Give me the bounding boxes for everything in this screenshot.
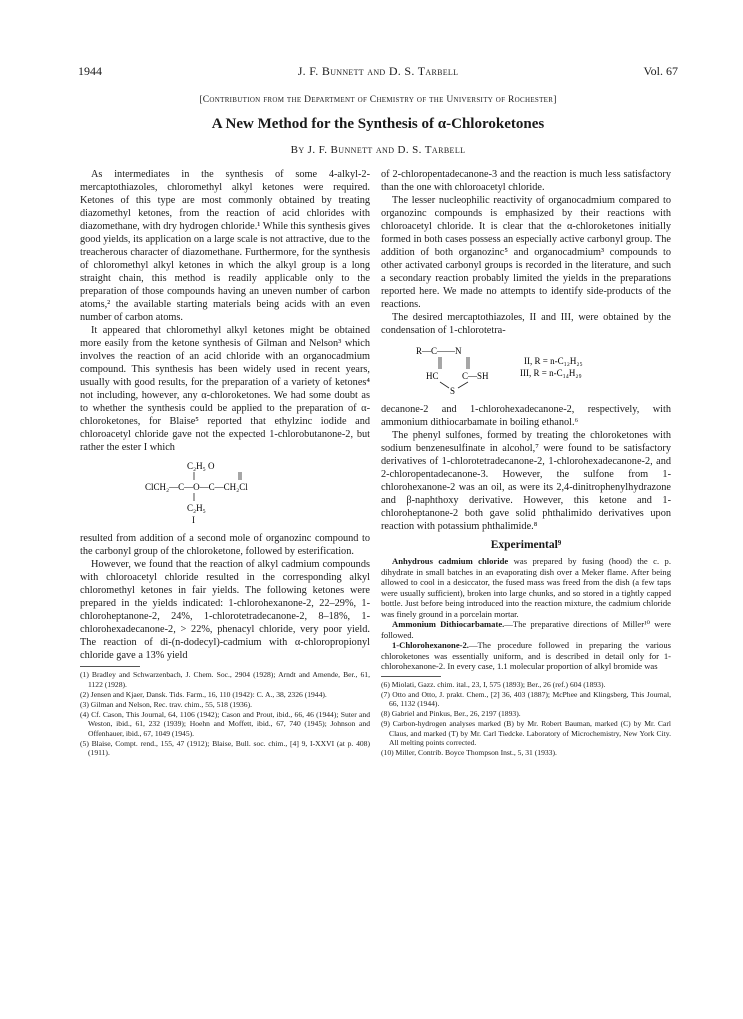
paragraph: As intermediates in the synthesis of some 4-alkyl-2-mercaptothiazoles, chloromethyl alkyl ketones were required. Ketones of this type are most commonly obtained by treating diazomethyl ketones, from the reaction of acid chlorides with diazomethane, with dry hydrogen chloride.¹ While this synthesis gives good yields, its application on a large scale is not attractive, due to the treacherous character of diazomethane. Furthermore, for the synthesis of chloromethyl alkyl ketones in which the alkyl group is a long straight chain, this method is readily applicable only to the preparation of those compounds having an uneven number of carbon atoms,² the available starting materials being acids with an even number of carbon atoms.: [80, 169, 371, 323]
bond-line: [458, 382, 468, 388]
page-header: [78, 64, 678, 82]
left-column: [80, 168, 370, 758]
byline: By J. F. Bunnett and D. S. Tarbell: [290, 144, 466, 156]
footnote: (8) Gabriel and Pinkus, Ber., 26, 2197 (1893).: [381, 709, 521, 718]
paragraph-text: —The preparative directions of Miller¹⁰ were followed.: [381, 619, 671, 640]
paragraph: The desired mercaptothiazoles, II and III, were obtained by the condensation of 1-chlorotetra-: [381, 312, 671, 336]
ring-top: R—C——N: [416, 346, 462, 356]
ring-sulfur: S: [450, 386, 456, 396]
structure-II-III: [381, 342, 671, 400]
paragraph-text: —The procedure followed in preparing the various chloroketones was essentially uniform, and is described in detail only for 1-chlorohexanone-2. In every case, 1.1 molecular proportion of alkyl bromide was: [381, 640, 671, 671]
footnote: (1) Bradley and Schwarzenbach, J. Chem. Soc., 2904 (1928); Arndt and Amende, Ber., 61, 1122 (1928).: [80, 670, 370, 689]
footnote: (6) Miolati, Gazz. chim. ital., 23, I, 575 (1893); Ber., 26 (ref.) 604 (1893).: [381, 679, 606, 689]
volume-label: Vol. 67: [643, 64, 678, 78]
ring-right: C—SH: [462, 371, 489, 381]
footnote: (9) Carbon-hydrogen analyses marked (B) by Mr. Robert Bauman, marked (C) by Mr. Carl Claus, and marked (T) by Mr. Carl Tiedcke. Laboratory of Microchemistry, New York City. All melting points corrected.: [381, 719, 671, 747]
footnote: (2) Jensen and Kjaer, Dansk. Tids. Farm., 16, 110 (1942): C. A., 38, 2326 (1944).: [80, 689, 327, 699]
run-in-head: Anhydrous cadmium chloride: [392, 556, 509, 566]
structure-I: [80, 459, 370, 529]
paragraph: resulted from addition of a second mole of organozinc compound to the carbonyl group of the chloroketone, followed by esterification.: [80, 533, 370, 557]
footnote: (10) Miller, Contrib. Boyce Thompson Inst., 5, 31 (1933).: [381, 748, 557, 757]
footnote-rule: [80, 666, 140, 667]
footnote-rule: [381, 676, 441, 677]
running-head: J. F. Bunnett and D. S. Tarbell: [297, 64, 459, 78]
formula-label: I: [192, 515, 195, 525]
label-II: II, R = n-C₁₂H₂₅: [524, 356, 583, 366]
formula-main: ClCH₂—C—O—C—CH₂Cl: [145, 482, 248, 492]
paragraph: The lesser nucleophilic reactivity of organocadmium compared to organozinc compounds is emphasized by their reactions with chloroacetyl chloride. It is clear that the α-chloroketones initially formed in both cases possess an especially active carbonyl group. The addition of both organozinc⁵ and organocadmium³ compounds to other activated carbonyl groups is recorded in the literature, and such a secondary reaction probably limited the yields in the preparations reported here. We made no attempts to identify side-products of the reactions.: [381, 195, 671, 310]
thiazole-structure-diagram: [396, 342, 656, 396]
footnote: (5) Blaise, Compt. rend., 155, 47 (1912); Blaise, Bull. soc. chim., [4] 9, I-XXVI (at p. 408) (1911).: [80, 738, 370, 757]
contribution-line: [Contribution from the Department of Chemistry of the University of Rochester]: [199, 95, 557, 105]
paragraph-text: was prepared by fusing (hood) the c. p. dihydrate in small batches in an evaporating dish over a Meker flame. After being allowed to cool in a desiccator, the fused mass was freed from the dish (a few taps were usually sufficient), broken into large chunks, and so stored in a tightly capped bottle. Just before being introduced into the reaction mixture, the cadmium chloride was finely ground in a porcelain mortar.: [381, 556, 671, 619]
paragraph: The phenyl sulfones, formed by treating the chloroketones with sodium benzenesulfinate in alcohol,⁷ were found to be satisfactory derivatives of 1-chlorotetradecanone-2, 1-chlorohexadecanone-2, and 2-chloropentadecanone-3. However, the sulfone from 1-chlorohexanone-2 was an oil, as were its 2,4-dinitrophenylhydrazone and β-naphthoxy derivative. However, this ketone and 1-chloroheptanone-2 both gave solid phthalimido derivatives upon reaction with potassium phthalimide.⁸: [381, 430, 671, 532]
paragraph: It appeared that chloromethyl alkyl ketones might be obtained more easily from the ketone synthesis of Gilman and Nelson³ which involves the reaction of an acid chloride with an organocadmium compound. This synthesis has been widely used in recent years, usually with good results, for the preparation of a variety of ketones⁴ not including, however, any α-chloroketones. We had some doubt as to whether the synthesis could be applied to the preparation of α-chloroketones, for Blaise⁵ reported that ethylzinc iodide and chloroacetyl chloride gave not the expected 1-chlorobutanone-2, but rather the ester I which: [80, 325, 370, 453]
footnote: (4) Cf. Cason, This Journal, 64, 1106 (1942); Cason and Prout, ibid., 66, 46 (1944); Suter and Weston, ibid., 61, 232 (1939); Hoehn and Moffett, ibid., 67, 740 (1945); Johnson and Offenhauer, ibid., 67, 1049 (1945).: [80, 709, 370, 738]
article-title: A New Method for the Synthesis of α-Chloroketones: [211, 116, 545, 132]
paragraph: However, we found that the reaction of alkyl cadmium compounds with chloroacetyl chloride resulted in the corresponding alkyl chloromethyl ketones in fair yields. The following ketones were prepared in the yields indicated: 1-chlorohexanone-2, 22–29%, 1-chloroheptanone-2, 24%, 1-chlorotetradecanone-2, 8–18%, 1-chlorohexadecanone-2, > 22%, phenacyl chloride, very poor yield. The reaction of di-(n-dodecyl)-cadmium with α-chloropropionyl chloride gave a 13% yield: [80, 559, 370, 661]
run-in-head: 1-Chlorohexanone-2.: [392, 640, 469, 650]
paragraph: [381, 619, 671, 640]
experimental-heading: Experimental⁹: [490, 539, 562, 551]
bond-line: [440, 382, 449, 388]
run-in-head: Ammonium Dithiocarbamate.: [392, 619, 505, 629]
footnote: (7) Otto and Otto, J. prakt. Chem., [2] 36, 403 (1887); McPhee and Klingsberg, This Journal, 66, 1132 (1944).: [381, 689, 671, 708]
formula-top: C₂H₅ O: [187, 461, 215, 471]
page-number: 1944: [78, 64, 102, 78]
paragraph: [381, 640, 671, 672]
experimental-section: [381, 556, 671, 672]
right-column: [381, 168, 671, 758]
label-III: III, R = n-C₁₄H₂₉: [520, 368, 582, 378]
formula-bottom: C₂H₅: [187, 503, 206, 513]
ring-left: HC: [426, 371, 439, 381]
footnotes-left: [80, 670, 370, 758]
paragraph: [381, 556, 671, 619]
footnote: (3) Gilman and Nelson, Rec. trav. chim., 55, 518 (1936).: [80, 699, 253, 709]
ester-structure-diagram: [125, 459, 325, 525]
paragraph: decanone-2 and 1-chlorohexadecanone-2, respectively, with ammonium dithiocarbamate in boiling ethanol.⁶: [381, 404, 671, 428]
footnotes-right: [381, 680, 671, 758]
paragraph: of 2-chloropentadecanone-3 and the reaction is much less satisfactory than the one with chloroacetyl chloride.: [381, 169, 671, 193]
